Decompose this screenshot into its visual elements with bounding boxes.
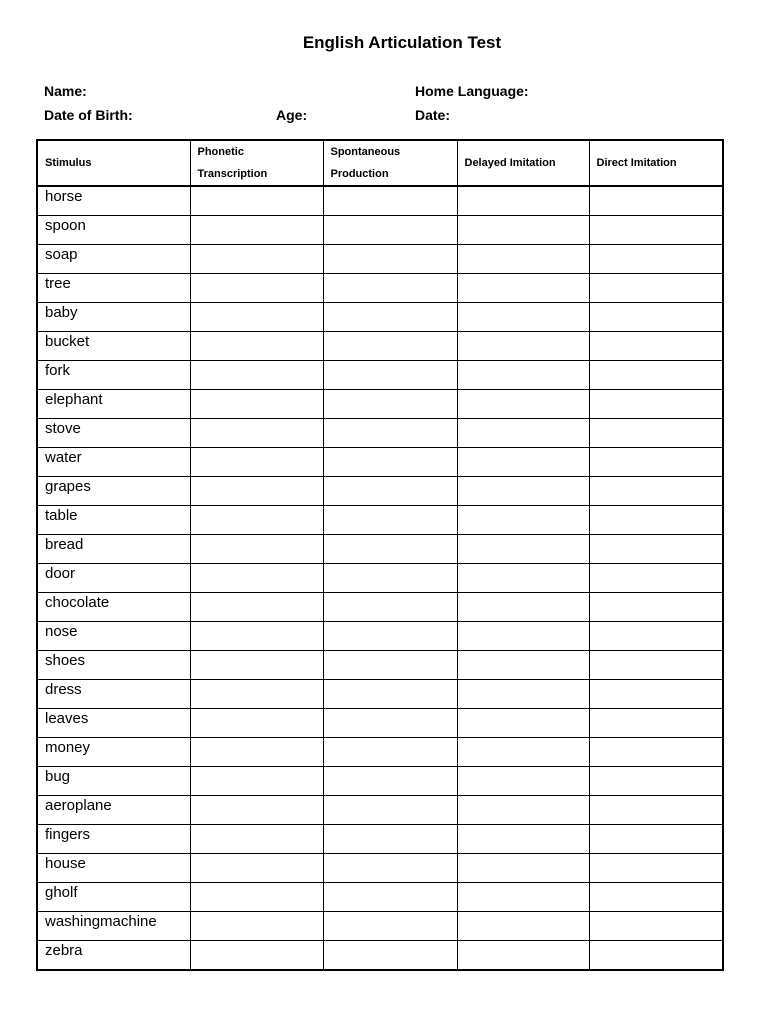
spontaneous-production-cell[interactable]	[323, 506, 457, 535]
delayed-imitation-cell[interactable]	[457, 361, 589, 390]
header-stimulus: Stimulus	[37, 140, 190, 186]
direct-imitation-cell[interactable]	[589, 622, 723, 651]
spontaneous-production-cell[interactable]	[323, 796, 457, 825]
direct-imitation-cell[interactable]	[589, 825, 723, 854]
spontaneous-production-cell[interactable]	[323, 651, 457, 680]
phonetic-transcription-cell[interactable]	[190, 796, 323, 825]
delayed-imitation-cell[interactable]	[457, 506, 589, 535]
direct-imitation-cell[interactable]	[589, 216, 723, 245]
age-label: Age:	[276, 107, 308, 123]
table-row	[37, 912, 723, 941]
spontaneous-production-cell[interactable]	[323, 535, 457, 564]
spontaneous-production-cell[interactable]	[323, 854, 457, 883]
delayed-imitation-cell[interactable]	[457, 883, 589, 912]
stimulus-cell: aeroplane	[37, 796, 190, 825]
table-row	[37, 680, 723, 709]
phonetic-transcription-cell[interactable]	[190, 419, 323, 448]
stimulus-cell: elephant	[37, 390, 190, 419]
delayed-imitation-cell[interactable]	[457, 477, 589, 506]
date-of-birth-label: Date of Birth:	[44, 107, 133, 123]
direct-imitation-cell[interactable]	[589, 506, 723, 535]
phonetic-transcription-cell[interactable]	[190, 854, 323, 883]
table-row	[37, 651, 723, 680]
delayed-imitation-cell[interactable]	[457, 564, 589, 593]
stimulus-cell: shoes	[37, 651, 190, 680]
phonetic-transcription-cell[interactable]	[190, 535, 323, 564]
spontaneous-production-cell[interactable]	[323, 564, 457, 593]
direct-imitation-cell[interactable]	[589, 651, 723, 680]
direct-imitation-cell[interactable]	[589, 941, 723, 971]
spontaneous-production-cell[interactable]	[323, 477, 457, 506]
delayed-imitation-cell[interactable]	[457, 854, 589, 883]
direct-imitation-cell[interactable]	[589, 274, 723, 303]
stimulus-cell: zebra	[37, 941, 190, 971]
spontaneous-production-cell[interactable]	[323, 448, 457, 477]
phonetic-transcription-cell[interactable]	[190, 303, 323, 332]
spontaneous-production-cell[interactable]	[323, 767, 457, 796]
delayed-imitation-cell[interactable]	[457, 245, 589, 274]
home-language-label: Home Language:	[415, 83, 529, 99]
spontaneous-production-cell[interactable]	[323, 390, 457, 419]
phonetic-transcription-cell[interactable]	[190, 680, 323, 709]
stimulus-cell: soap	[37, 245, 190, 274]
spontaneous-production-cell[interactable]	[323, 332, 457, 361]
phonetic-transcription-cell[interactable]	[190, 738, 323, 767]
delayed-imitation-cell[interactable]	[457, 274, 589, 303]
phonetic-transcription-cell[interactable]	[190, 883, 323, 912]
table-row	[37, 796, 723, 825]
phonetic-transcription-cell[interactable]	[190, 941, 323, 971]
table-row	[37, 506, 723, 535]
table-row	[37, 535, 723, 564]
table-row	[37, 709, 723, 738]
phonetic-transcription-cell[interactable]	[190, 564, 323, 593]
table-row	[37, 361, 723, 390]
stimulus-cell: bug	[37, 767, 190, 796]
stimulus-cell: bucket	[37, 332, 190, 361]
table-row	[37, 854, 723, 883]
phonetic-transcription-cell[interactable]	[190, 448, 323, 477]
articulation-table	[36, 139, 724, 971]
table-row	[37, 419, 723, 448]
delayed-imitation-cell[interactable]	[457, 796, 589, 825]
delayed-imitation-cell[interactable]	[457, 303, 589, 332]
table-row	[37, 245, 723, 274]
table-row	[37, 767, 723, 796]
direct-imitation-cell[interactable]	[589, 477, 723, 506]
delayed-imitation-cell[interactable]	[457, 419, 589, 448]
header-spontaneous-line1: Spontaneous	[330, 146, 401, 158]
spontaneous-production-cell[interactable]	[323, 912, 457, 941]
direct-imitation-cell[interactable]	[589, 332, 723, 361]
table-body	[37, 186, 723, 970]
delayed-imitation-cell[interactable]	[457, 825, 589, 854]
date-label: Date:	[415, 107, 451, 123]
delayed-imitation-cell[interactable]	[457, 593, 589, 622]
table-row	[37, 477, 723, 506]
spontaneous-production-cell[interactable]	[323, 245, 457, 274]
direct-imitation-cell[interactable]	[589, 390, 723, 419]
spontaneous-production-cell[interactable]	[323, 303, 457, 332]
table-row	[37, 622, 723, 651]
direct-imitation-cell[interactable]	[589, 738, 723, 767]
stimulus-cell: leaves	[37, 709, 190, 738]
delayed-imitation-cell[interactable]	[457, 535, 589, 564]
table-row	[37, 825, 723, 854]
delayed-imitation-cell[interactable]	[457, 216, 589, 245]
stimulus-cell: spoon	[37, 216, 190, 245]
table-row	[37, 448, 723, 477]
delayed-imitation-cell[interactable]	[457, 912, 589, 941]
direct-imitation-cell[interactable]	[589, 535, 723, 564]
spontaneous-production-cell[interactable]	[323, 941, 457, 971]
stimulus-cell: nose	[37, 622, 190, 651]
stimulus-cell: washingmachine	[37, 912, 190, 941]
table-row	[37, 883, 723, 912]
spontaneous-production-cell[interactable]	[323, 622, 457, 651]
spontaneous-production-cell[interactable]	[323, 186, 457, 216]
phonetic-transcription-cell[interactable]	[190, 186, 323, 216]
table-row	[37, 738, 723, 767]
spontaneous-production-cell[interactable]	[323, 680, 457, 709]
delayed-imitation-cell[interactable]	[457, 651, 589, 680]
delayed-imitation-cell[interactable]	[457, 622, 589, 651]
stimulus-cell: baby	[37, 303, 190, 332]
header-phonetic-line2: Transcription	[197, 168, 268, 180]
phonetic-transcription-cell[interactable]	[190, 825, 323, 854]
spontaneous-production-cell[interactable]	[323, 361, 457, 390]
stimulus-cell: bread	[37, 535, 190, 564]
phonetic-transcription-cell[interactable]	[190, 274, 323, 303]
direct-imitation-cell[interactable]	[589, 448, 723, 477]
direct-imitation-cell[interactable]	[589, 680, 723, 709]
stimulus-cell: water	[37, 448, 190, 477]
table-row	[37, 332, 723, 361]
stimulus-cell: horse	[37, 186, 190, 216]
direct-imitation-cell[interactable]	[589, 767, 723, 796]
stimulus-cell: money	[37, 738, 190, 767]
stimulus-cell: tree	[37, 274, 190, 303]
stimulus-cell: chocolate	[37, 593, 190, 622]
delayed-imitation-cell[interactable]	[457, 186, 589, 216]
stimulus-cell: door	[37, 564, 190, 593]
phonetic-transcription-cell[interactable]	[190, 477, 323, 506]
direct-imitation-cell[interactable]	[589, 593, 723, 622]
direct-imitation-cell[interactable]	[589, 796, 723, 825]
phonetic-transcription-cell[interactable]	[190, 506, 323, 535]
header-delayed-imitation: Delayed Imitation	[457, 140, 589, 186]
spontaneous-production-cell[interactable]	[323, 883, 457, 912]
stimulus-cell: dress	[37, 680, 190, 709]
delayed-imitation-cell[interactable]	[457, 390, 589, 419]
stimulus-cell: grapes	[37, 477, 190, 506]
header-direct-imitation: Direct Imitation	[589, 140, 723, 186]
delayed-imitation-cell[interactable]	[457, 709, 589, 738]
direct-imitation-cell[interactable]	[589, 883, 723, 912]
phonetic-transcription-cell[interactable]	[190, 622, 323, 651]
page-title: English Articulation Test	[302, 33, 502, 52]
direct-imitation-cell[interactable]	[589, 912, 723, 941]
direct-imitation-cell[interactable]	[589, 186, 723, 216]
name-label: Name:	[44, 83, 87, 99]
header-phonetic-transcription	[190, 140, 323, 186]
spontaneous-production-cell[interactable]	[323, 419, 457, 448]
table-row	[37, 593, 723, 622]
table-header-row	[37, 140, 723, 186]
phonetic-transcription-cell[interactable]	[190, 361, 323, 390]
stimulus-cell: gholf	[37, 883, 190, 912]
delayed-imitation-cell[interactable]	[457, 738, 589, 767]
header-spontaneous-line2: Production	[330, 168, 389, 180]
direct-imitation-cell[interactable]	[589, 854, 723, 883]
direct-imitation-cell[interactable]	[589, 361, 723, 390]
phonetic-transcription-cell[interactable]	[190, 332, 323, 361]
header-phonetic-line1: Phonetic	[197, 146, 244, 158]
spontaneous-production-cell[interactable]	[323, 825, 457, 854]
table-row	[37, 216, 723, 245]
spontaneous-production-cell[interactable]	[323, 593, 457, 622]
table-row	[37, 303, 723, 332]
direct-imitation-cell[interactable]	[589, 303, 723, 332]
direct-imitation-cell[interactable]	[589, 419, 723, 448]
phonetic-transcription-cell[interactable]	[190, 709, 323, 738]
table-row	[37, 390, 723, 419]
direct-imitation-cell[interactable]	[589, 709, 723, 738]
delayed-imitation-cell[interactable]	[457, 767, 589, 796]
stimulus-cell: fingers	[37, 825, 190, 854]
table-row	[37, 941, 723, 971]
table-row	[37, 564, 723, 593]
spontaneous-production-cell[interactable]	[323, 274, 457, 303]
phonetic-transcription-cell[interactable]	[190, 912, 323, 941]
phonetic-transcription-cell[interactable]	[190, 216, 323, 245]
stimulus-cell: fork	[37, 361, 190, 390]
phonetic-transcription-cell[interactable]	[190, 651, 323, 680]
spontaneous-production-cell[interactable]	[323, 709, 457, 738]
delayed-imitation-cell[interactable]	[457, 332, 589, 361]
table-row	[37, 274, 723, 303]
direct-imitation-cell[interactable]	[589, 564, 723, 593]
spontaneous-production-cell[interactable]	[323, 738, 457, 767]
delayed-imitation-cell[interactable]	[457, 680, 589, 709]
phonetic-transcription-cell[interactable]	[190, 390, 323, 419]
stimulus-cell: house	[37, 854, 190, 883]
phonetic-transcription-cell[interactable]	[190, 767, 323, 796]
table-row	[37, 186, 723, 216]
header-spontaneous-production	[323, 140, 457, 186]
phonetic-transcription-cell[interactable]	[190, 593, 323, 622]
direct-imitation-cell[interactable]	[589, 245, 723, 274]
delayed-imitation-cell[interactable]	[457, 448, 589, 477]
delayed-imitation-cell[interactable]	[457, 941, 589, 971]
stimulus-cell: table	[37, 506, 190, 535]
phonetic-transcription-cell[interactable]	[190, 245, 323, 274]
spontaneous-production-cell[interactable]	[323, 216, 457, 245]
stimulus-cell: stove	[37, 419, 190, 448]
